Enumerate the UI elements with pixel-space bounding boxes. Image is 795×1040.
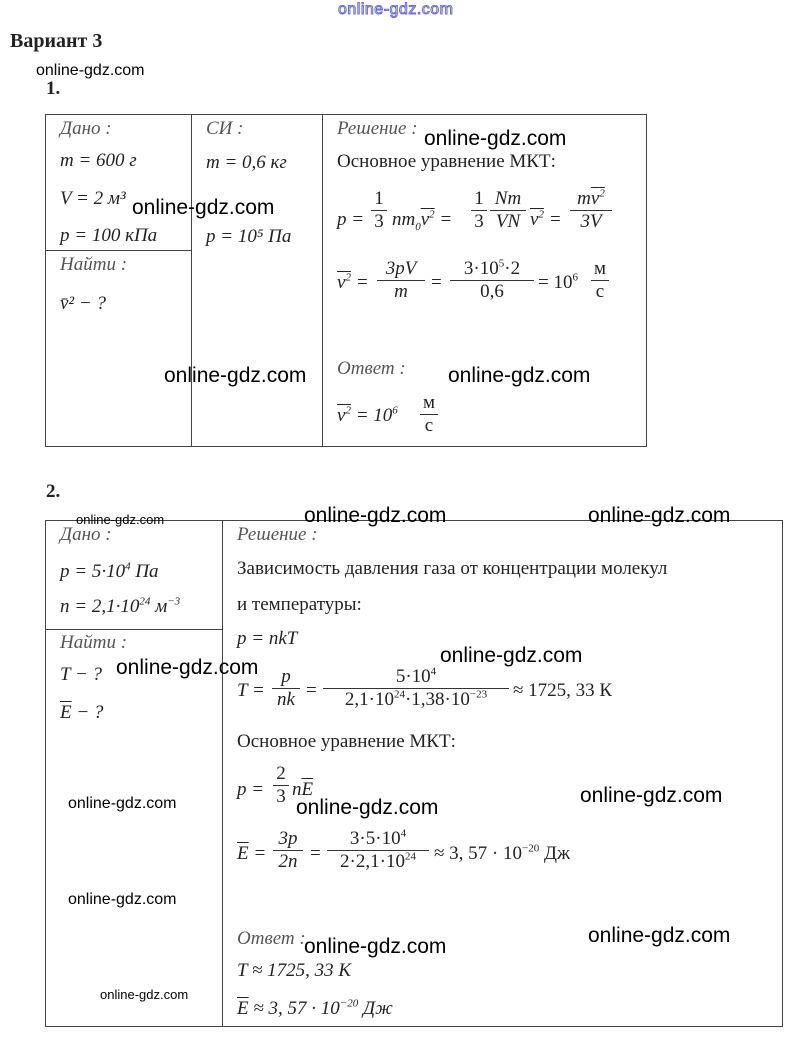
watermark: online-gdz.com	[132, 196, 275, 219]
watermark: online-gdz.com	[588, 504, 731, 527]
watermark: online-gdz.com	[296, 796, 439, 819]
watermark: online-gdz.com	[448, 364, 591, 387]
task2-answer-energy: $\overline{E} \approx 3$, $57 \cdot 10^{-20}$ Дж	[237, 997, 393, 1019]
task1-solution-label: Решение :	[337, 118, 418, 139]
watermark: online-gdz.com	[580, 784, 723, 807]
task1-given-pressure: p = 100 кПа	[60, 225, 158, 246]
task2-answer-label: Ответ :	[237, 928, 306, 949]
watermark: online-gdz.com	[588, 924, 731, 947]
task2-find-energy: $\overline{E}$ − ?	[60, 702, 104, 723]
task1-si-mass: m = 0,6 кг	[206, 152, 287, 173]
task2-formula-pnkt: p = nkT	[237, 628, 298, 649]
task2-answer-temperature: T ≈ 1725, 33 К	[237, 960, 352, 981]
task2-find-temperature: T − ?	[60, 664, 103, 685]
site-logo[interactable]: online-gdz.com	[338, 1, 454, 18]
task2-solution-intro-1: Зависимость давления газа от концентрации молекул	[237, 558, 668, 579]
task1-find-label: Найти :	[60, 254, 128, 275]
task1-si-label: СИ :	[206, 118, 244, 139]
watermark: online-gdz.com	[424, 127, 567, 150]
task1-number: 1.	[46, 78, 61, 99]
task1-given-volume: V = 2 м³	[60, 188, 126, 209]
watermark: online-gdz.com	[68, 891, 177, 908]
watermark: online-gdz.com	[100, 987, 189, 1002]
watermark: online-gdz.com	[304, 504, 447, 527]
task1-solution-intro: Основное уравнение МКТ:	[337, 151, 556, 172]
task1-given-mass: m = 600 г	[60, 150, 137, 171]
task2-given-concentration: $n = 2,1\cdot 10^{24}$ $м^{-3}$	[60, 595, 181, 617]
task2-given-pressure: $p = 5\cdot 10^4$ Па	[60, 560, 159, 582]
task2-given-label: Дано :	[60, 524, 112, 545]
task2-solution-intro-2: и температуры:	[237, 594, 362, 615]
task2-mkt-label: Основное уравнение МКТ:	[237, 731, 456, 752]
watermark: online-gdz.com	[304, 935, 447, 958]
task1-si-pressure: p = 10⁵ Па	[206, 226, 292, 247]
watermark: online-gdz.com	[36, 62, 145, 79]
task1-given-label: Дано :	[60, 118, 112, 139]
watermark: online-gdz.com	[76, 512, 165, 527]
task1-answer-label: Ответ :	[337, 358, 406, 379]
watermark: online-gdz.com	[164, 364, 307, 387]
watermark: online-gdz.com	[440, 644, 583, 667]
task2-solution-label: Решение :	[237, 524, 318, 545]
watermark: online-gdz.com	[116, 656, 259, 679]
task2-number: 2.	[46, 481, 61, 502]
task2-find-label: Найти :	[60, 632, 128, 653]
task1-find: v̄² − ?	[60, 293, 106, 314]
watermark: online-gdz.com	[68, 795, 177, 812]
variant-title: Вариант 3	[10, 30, 103, 52]
